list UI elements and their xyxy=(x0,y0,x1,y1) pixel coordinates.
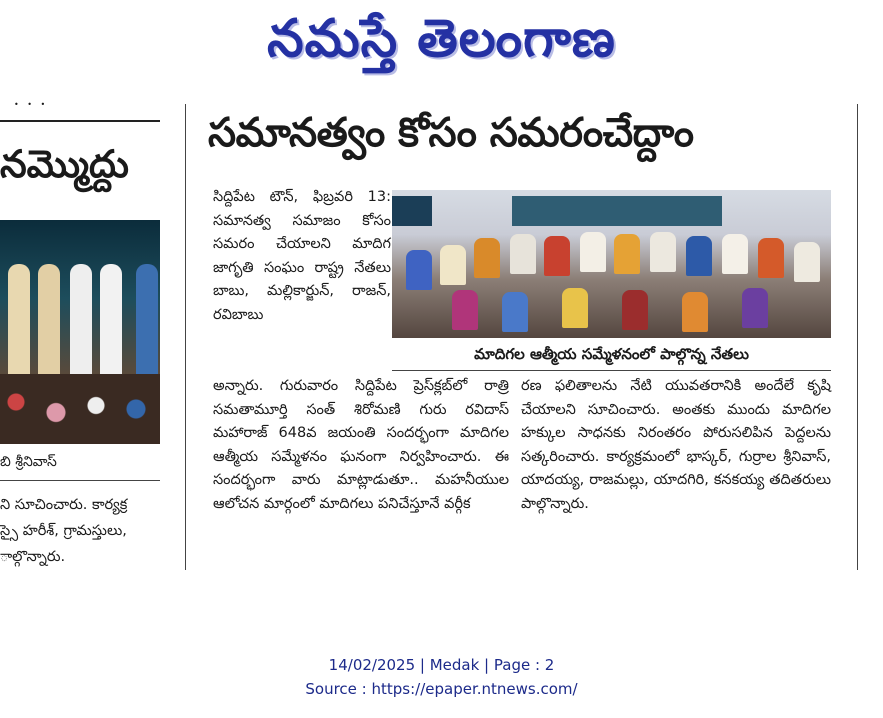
photo-caption: మాదిగల ఆత్మీయ సమ్మేళనంలో పాల్గొన్న నేతలు xyxy=(392,338,831,371)
photo-figure xyxy=(686,236,712,276)
photo-figure xyxy=(440,245,466,285)
photo-banner xyxy=(512,196,722,226)
column-divider xyxy=(857,104,858,570)
photo-banner xyxy=(392,196,432,226)
article-headline: సమానత్వం కోసం సమరంచేద్దాం xyxy=(208,110,694,156)
photo-figure xyxy=(452,290,478,330)
photo-figure xyxy=(758,238,784,278)
article-paragraph: అన్నారు. గురువారం సిద్దిపేట ప్రెస్‌క్లబ్‌లో రాత్రి సమతామూర్తి సంత్ శిరోమణి గురు రవిదాస్ మహారాజ్ 648వ జయంతి సందర్భంగా మాదిగల ఆత్మీయ సమ్మేళనం ఘనంగా నిర్వహించారు. ఈ సందర్భంగా వారు మాట్లాడుతూ.. మహనీయుల ఆలోచన మార్గంలో మాదిగలు పనిచేస్తూనే వర్గీక xyxy=(213,378,509,512)
photo-figure xyxy=(682,292,708,332)
left-body-line: స్సై హరీశ్, గ్రామస్తులు, xyxy=(0,523,127,539)
photo-figure xyxy=(622,290,648,330)
photo-figure xyxy=(544,236,570,276)
column-divider xyxy=(185,104,186,570)
masthead-title: నమస్తే తెలంగాణ xyxy=(267,9,616,69)
footer-source-link[interactable]: Source : https://epaper.ntnews.com/ xyxy=(305,680,578,698)
left-column-dots: • • • xyxy=(14,100,49,109)
footer-date-edition: 14/02/2025 | Medak | Page : 2 xyxy=(328,656,555,674)
photo-figure xyxy=(580,232,606,272)
left-column xyxy=(0,100,170,570)
photo-figure xyxy=(562,288,588,328)
photo-figure xyxy=(510,234,536,274)
photo-figure xyxy=(794,242,820,282)
photo-figure xyxy=(8,264,30,384)
photo-figure xyxy=(38,264,60,384)
left-column-rule xyxy=(0,120,160,122)
photo-figure xyxy=(614,234,640,274)
photo-figure xyxy=(650,232,676,272)
article-photo xyxy=(392,190,831,338)
left-body-line: ని సూచించారు. కార్యక్ర xyxy=(0,497,128,513)
article-paragraph: రణ ఫలితాలను నేటి యువతరానికి అందేలే కృషి చేయాలని సూచించారు. అంతకు ముందు మాదిగల హక్కుల సాధనకు నిరంతరం పోరుసలిపిన పెద్దలను సత్కరించారు. కార్యక్రమంలో భాస్కర్, గుర్రాల శ్రీనివాస్, యాదయ్య, రాజమల్లు, యాదగిరి, కనకయ్య తదితరులు పాల్గొన్నారు. xyxy=(521,378,831,512)
photo-figure xyxy=(406,250,432,290)
photo-figure xyxy=(722,234,748,274)
left-caption-rule xyxy=(0,480,160,481)
left-headline: నమ్మొద్దు xyxy=(0,142,129,186)
left-photo xyxy=(0,220,160,444)
photo-figure xyxy=(502,292,528,332)
photo-crowd xyxy=(0,374,160,444)
photo-figure xyxy=(136,264,158,384)
left-body-line: ాల్గొన్నారు. xyxy=(0,549,66,565)
photo-figure xyxy=(70,264,92,384)
article-paragraph: సిద్దిపేట టౌన్, ఫిబ్రవరి 13: సమానత్వ సమాజం కోసం సమరం చేయాలని మాదిగ జాగృతి సంఘం రాష్ట్ర నేతలు బాబు, మల్లికార్జున్, రాజన్, రవిబాబు xyxy=(213,189,391,323)
photo-figure xyxy=(100,264,122,384)
photo-figure xyxy=(474,238,500,278)
left-body-text xyxy=(0,492,160,570)
left-photo-caption: బి శ్రీనివాస్ xyxy=(0,454,57,470)
photo-figure xyxy=(742,288,768,328)
